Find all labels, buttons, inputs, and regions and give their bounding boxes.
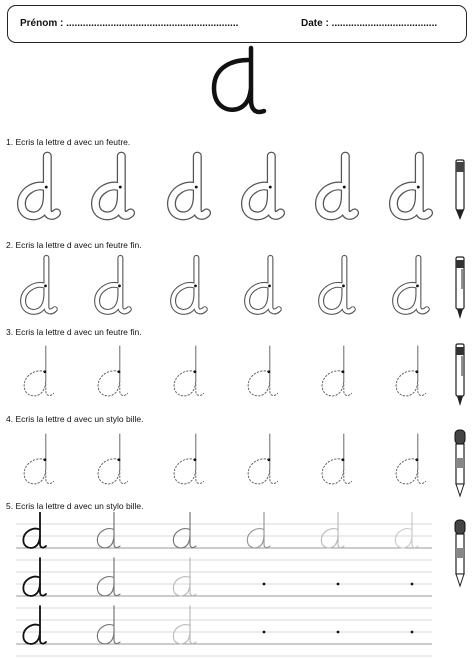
fading-letter-d bbox=[173, 512, 196, 548]
model-letter-d-small bbox=[23, 605, 46, 644]
trace-letter-d[interactable] bbox=[174, 434, 203, 484]
start-point-dot bbox=[337, 583, 340, 586]
start-point-dot bbox=[118, 458, 121, 461]
instruction-4: 4. Ecris la lettre d avec un stylo bille. bbox=[6, 414, 144, 424]
start-point-dot bbox=[417, 186, 420, 189]
start-point-dot bbox=[263, 631, 266, 634]
fading-letter-d bbox=[97, 557, 120, 596]
start-point-dot bbox=[118, 370, 121, 373]
fading-letter-d bbox=[321, 512, 344, 548]
date-field[interactable]: Date : ...................................... bbox=[301, 18, 438, 29]
start-point-dot bbox=[342, 284, 345, 287]
start-point-dot bbox=[416, 458, 419, 461]
start-point-dot bbox=[194, 370, 197, 373]
start-point-dot bbox=[45, 186, 48, 189]
trace-letter-d-inner[interactable] bbox=[173, 258, 205, 312]
start-point-dot bbox=[268, 458, 271, 461]
instruction-1: 1. Ecris la lettre d avec un feutre. bbox=[6, 137, 131, 147]
start-point-dot bbox=[195, 186, 198, 189]
model-letter-d-small bbox=[23, 512, 46, 548]
fading-letter-d bbox=[395, 512, 418, 548]
exercise-5-writing-lines[interactable] bbox=[0, 512, 474, 658]
fading-letter-d bbox=[173, 557, 196, 596]
trace-letter-d[interactable] bbox=[322, 346, 351, 396]
start-point-dot bbox=[269, 186, 272, 189]
fading-letter-d bbox=[247, 512, 270, 548]
start-point-dot bbox=[194, 284, 197, 287]
trace-letter-d[interactable] bbox=[322, 434, 351, 484]
start-point-dot bbox=[263, 583, 266, 586]
trace-letter-d-inner[interactable] bbox=[395, 258, 427, 312]
exercise-4-row[interactable] bbox=[0, 428, 474, 496]
start-point-dot bbox=[342, 458, 345, 461]
fading-letter-d bbox=[173, 605, 196, 644]
fine-marker-icon bbox=[452, 342, 468, 408]
start-point-dot bbox=[342, 370, 345, 373]
marker-icon bbox=[452, 158, 468, 222]
instruction-3: 3. Ecris la lettre d avec un feutre fin. bbox=[6, 327, 142, 337]
trace-letter-d[interactable] bbox=[396, 346, 425, 396]
fading-letter-d bbox=[97, 605, 120, 644]
trace-letter-d[interactable] bbox=[174, 346, 203, 396]
trace-letter-d-inner[interactable] bbox=[321, 258, 353, 312]
fading-letter-d bbox=[97, 512, 120, 548]
trace-letter-d[interactable] bbox=[98, 434, 127, 484]
trace-letter-d-inner[interactable] bbox=[23, 258, 55, 312]
exercise-1-row[interactable] bbox=[0, 150, 474, 230]
model-letter-d bbox=[200, 38, 280, 138]
start-point-dot bbox=[118, 284, 121, 287]
start-point-dot bbox=[119, 186, 122, 189]
fine-marker-icon bbox=[452, 255, 468, 321]
start-point-dot bbox=[337, 631, 340, 634]
start-point-dot bbox=[44, 370, 47, 373]
start-point-dot bbox=[44, 284, 47, 287]
instruction-2: 2. Ecris la lettre d avec un feutre fin. bbox=[6, 240, 142, 250]
start-point-dot bbox=[343, 186, 346, 189]
start-point-dot bbox=[268, 370, 271, 373]
start-point-dot bbox=[411, 631, 414, 634]
instruction-5: 5. Ecris la lettre d avec un stylo bille. bbox=[6, 501, 144, 511]
trace-letter-d[interactable] bbox=[98, 346, 127, 396]
trace-letter-d[interactable] bbox=[24, 346, 53, 396]
trace-letter-d[interactable] bbox=[248, 346, 277, 396]
trace-letter-d[interactable] bbox=[24, 434, 53, 484]
trace-letter-d-inner[interactable] bbox=[97, 258, 129, 312]
trace-letter-d[interactable] bbox=[248, 434, 277, 484]
trace-letter-d-inner[interactable] bbox=[247, 258, 279, 312]
trace-letter-d[interactable] bbox=[396, 434, 425, 484]
start-point-dot bbox=[194, 458, 197, 461]
start-point-dot bbox=[411, 583, 414, 586]
start-point-dot bbox=[416, 284, 419, 287]
start-point-dot bbox=[44, 458, 47, 461]
exercise-3-row[interactable] bbox=[0, 340, 474, 408]
model-letter-d-small bbox=[23, 557, 46, 596]
start-point-dot bbox=[268, 284, 271, 287]
start-point-dot bbox=[416, 370, 419, 373]
ballpoint-pen-icon bbox=[452, 518, 468, 588]
exercise-2-row[interactable] bbox=[0, 252, 474, 324]
ballpoint-pen-icon bbox=[452, 428, 468, 498]
prenom-field[interactable]: Prénom : .............................................................. bbox=[20, 18, 239, 29]
